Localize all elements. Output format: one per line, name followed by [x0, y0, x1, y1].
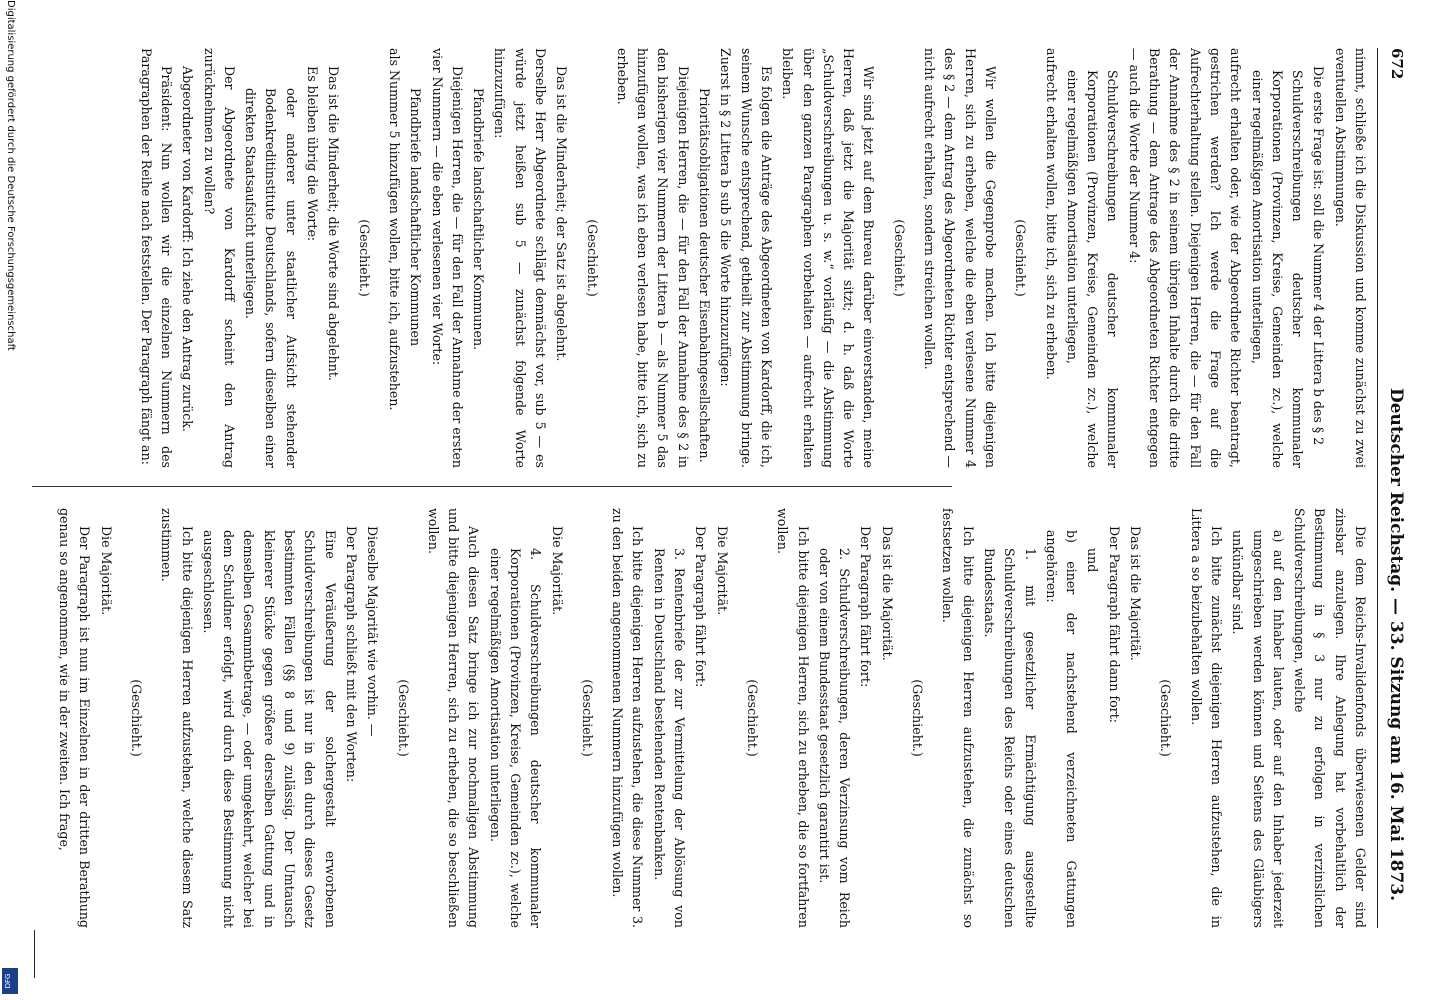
dfg-logo-icon	[2, 968, 18, 994]
right-paragraph: (Geschieht.)	[910, 679, 926, 757]
right-paragraph: a) auf den Inhaber lauten, oder auf den Inhaber jederzeit umgeschrieben werden können und Seitens des Gläubigers unkündbar sind.	[1230, 530, 1286, 928]
dfg-logo-text: DFG	[4, 973, 12, 989]
right-paragraph: Ich bitte diejenigen Herren aufzustehen, die diese Nummer 3. zu den beiden angenommenen Nummern hinzufügen wollen.	[610, 508, 646, 928]
left-text-column	[40, 48, 1370, 468]
left-paragraph: (Geschieht.)	[891, 219, 907, 297]
right-paragraph: Die Majorität.	[98, 526, 114, 616]
page-title: Deutscher Reichstag. — 33. Sitzung am 16. Mai 1873.	[1386, 388, 1406, 902]
right-paragraph: (Geschieht.)	[744, 679, 760, 757]
page-number: 672	[1388, 48, 1406, 80]
left-paragraph: Pfandbriefe landschaftlicher Kommunen	[408, 88, 424, 347]
right-paragraph: (Geschieht.)	[395, 679, 411, 757]
right-paragraph: und	[1085, 548, 1101, 573]
left-paragraph: Schuldverschreibungen deutscher kommunaler Korporationen (Provinzen, Kreise, Gemeinden zc.), welche einer regelmäßigen Amortisation unterliegen,	[1249, 70, 1306, 468]
left-paragraph: Wir sind jetzt auf dem Bureau darüber einverstanden, meine Herren, daß jetzt die Majorität sitzt; d. h. daß die Worte „Schuldverschreibungen u. s. w.“ vorläufig — die Abstimmung über den ganzen Paragraphen vorbehalten — aufrecht erhalten bleiben.	[780, 48, 877, 468]
left-paragraph: (Geschieht.)	[1013, 219, 1029, 297]
right-paragraph: Ich bitte diejenigen Herren, sich zu erheben, die so fortfahren wollen.	[775, 508, 811, 928]
right-paragraph: Dieselbe Majorität wie vorhin. —	[365, 526, 381, 737]
right-text-column	[40, 508, 1370, 928]
right-paragraph: Der Paragraph fährt fort:	[693, 526, 709, 688]
page-header	[1380, 48, 1410, 928]
right-paragraph: 1. mit gesetzlicher Ermächtigung ausgestellte Schuldverschreibungen des Reichs oder eines deutschen Bundesstaats.	[981, 548, 1038, 928]
left-paragraph: als Nummer 5 hinzufügen wollen, bitte ich, aufzustehen.	[386, 48, 402, 411]
left-paragraph: Pfandbriefe landschaftlicher Kommunen.	[471, 88, 487, 351]
right-paragraph: Ich bitte diejenigen Herren aufzustehen, welche diesem Satz zustimmen.	[159, 508, 195, 928]
left-paragraph: Der Abgeordnete von Kardorff scheint den Antrag zurücknehmen zu wollen?	[201, 48, 237, 468]
right-paragraph: (Geschieht.)	[128, 679, 144, 757]
right-paragraph: Die Majorität.	[714, 526, 730, 616]
left-paragraph: Derselbe Herr Abgeordnete schlägt demnächst vor, sub 5 — es würde jetzt heißen sub 5 — zunächst folgende Worte hinzuzufügen:	[492, 48, 549, 468]
header-rule	[1377, 48, 1378, 928]
footer	[0, 0, 22, 1000]
left-paragraph: Wir wollen die Gegenprobe machen. Ich bitte diejenigen Herren, sich zu erheben, welche die eben verlesene Nummer 4 des § 2 — dem Antrag des Abgeordneten Richter entsprechend — nicht aufrecht erhalten, sondern streichen wollen.	[922, 48, 998, 468]
left-paragraph: Das ist die Minderheit; die Worte sind abgelehnt.	[326, 66, 342, 381]
left-paragraph: Die erste Frage ist: soll die Nummer 4 der Littera b des § 2	[1311, 66, 1327, 446]
left-paragraph: (Geschieht.)	[584, 219, 600, 297]
edge-mark	[34, 930, 35, 978]
right-paragraph: Die dem Reichs-Invalidenfonds überwiesenen Gelder sind zinsbar anzulegen. Ihre Anlegung hat vorbehaltlich der Bestimmung in § 3 nur zu erfolgen in verzinslichen Schuldverschreibungen, welche	[1292, 508, 1368, 928]
right-paragraph: Der Paragraph ist nun im Einzelnen in der dritten Berathung genau so angenommen, wie in der zweiten. Ich frage,	[57, 508, 93, 928]
right-paragraph: Das ist die Majorität.	[879, 526, 895, 661]
right-paragraph: Der Paragraph schließt mit den Worten:	[343, 526, 359, 783]
left-paragraph: Schuldverschreibungen deutscher kommunaler Korporationen (Provinzen, Kreise, Gemeinden zc.), welche einer regelmäßigen Amortisation unterliegen,	[1064, 70, 1121, 468]
right-paragraph: (Geschieht.)	[1158, 679, 1174, 757]
right-paragraph: 4. Schuldverschreibungen deutscher kommunaler Korporationen (Provinzen, Kreise, Gemeinden zc.), welche einer regelmäßigen Amortisation unterliegen.	[487, 548, 544, 928]
right-paragraph: b) einer der nachstehend verzeichneten Gattungen angehören:	[1043, 530, 1080, 928]
right-paragraph: Eine Veräußerung der solchergestalt erworbenen Schuldverschreibungen ist nur in den durch dieses Gesetz bestimmten Fällen (§§ 8 und 9) zulässig. Der Umtausch kleinerer Stücke gegen größere derselben Gattung und in demselben Gesammtbetrage, — oder umgekehrt, welcher bei dem Schuldner erfolgt, wird durch diese Bestimmung nicht ausgeschlossen.	[200, 530, 338, 928]
left-paragraph: aufrecht erhalten wollen, bitte ich, sich zu erheben.	[1043, 48, 1059, 380]
right-paragraph: Der Paragraph fährt fort:	[858, 526, 874, 688]
left-paragraph: Diejenigen Herren, die — für den Fall der Annahme der ersten vier Nummern — die eben verlesenen vier Worte:	[429, 48, 465, 468]
digitization-note: Digitalisierung gefördert durch die Deutsche Forschungsgemeinschaft	[5, 0, 16, 351]
left-paragraph: Diejenigen Herren, die — für den Fall der Annahme des § 2 in den bisherigen vier Nummern der Littera b — als Nummer 5 das hinzufügen wollen, was ich eben verlesen habe, bitte ich, sich zu erheben.	[614, 48, 691, 468]
right-paragraph: Auch diesen Satz bringe ich zur nochmaligen Abstimmung und bitte diejenigen Herren, sich zu erheben, die so beschließen wollen.	[425, 508, 482, 928]
right-paragraph: Ich bitte zunächst diejenigen Herren aufzustehen, die in Littera a so beizubehalten wollen.	[1188, 508, 1224, 928]
left-paragraph: nimmt, schließe ich die Diskussion und komme zunächst zu zwei eventuellen Abstimmungen.	[1332, 48, 1368, 468]
left-paragraph: Es folgen die Anträge des Abgeordneten von Kardorff, die ich, seinem Wunsche entsprechend, getheilt zur Abstimmung bringe. Zuerst in § 2 Littera b sub 5 die Worte hinzuzufügen:	[718, 48, 774, 468]
right-paragraph: 2. Schuldverschreibungen, deren Verzinsung vom Reich oder von einem Bundesstaat gesetzlich garantirt ist.	[816, 548, 853, 928]
right-paragraph: 3. Rentenbriefe der zur Vermittelung der Ablösung von Renten in Deutschland bestehenden Rentenbanken.	[651, 548, 688, 928]
right-paragraph: Das ist die Majorität.	[1128, 526, 1144, 661]
right-paragraph: Ich bitte diejenigen Herren aufzustehen, die zunächst so festsetzen wollen.	[940, 508, 976, 928]
right-paragraph: (Geschieht.)	[579, 679, 595, 757]
left-paragraph: Abgeordneter von Kardorff: Ich ziehe den Antrag zurück.	[180, 66, 196, 432]
right-paragraph: Der Paragraph fährt dann fort:	[1106, 526, 1122, 724]
left-paragraph: (Geschieht.)	[356, 219, 372, 297]
left-paragraph: oder anderer unter staatlicher Aufsicht stehender Bodenkreditinstitute Deutschlands, sofern dieselben einer direkten Staatsaufsicht unterliegen.	[243, 88, 299, 468]
right-paragraph: Die Majorität.	[549, 526, 565, 616]
left-paragraph: Präsident: Nun wollen wir die einzelnen Nummern des Paragraphen der Reihe nach feststellen. Der Paragraph fängt an:	[138, 48, 174, 468]
left-paragraph: Das ist die Minderheit; der Satz ist abgelehnt.	[554, 66, 570, 362]
left-paragraph: Es bleiben übrig die Worte:	[305, 66, 321, 242]
column-divider	[32, 486, 952, 487]
left-paragraph: Prioritätsobligationen deutscher Eisenbahngesellschaften.	[697, 88, 713, 463]
left-paragraph: aufrecht erhalten oder, wie der Abgeordnete Richter beantragt, gestrichen werden? Ich werde die Frage auf die Aufrechterhaltung stellen. Diejenigen Herren, die — für den Fall der Annahme des § 2 in seinem übrigen Inhalte durch die dritte Berathung — dem Antrage des Abgeordneten Richter entgegen — auch die Worte der Nummer 4:	[1126, 48, 1244, 468]
